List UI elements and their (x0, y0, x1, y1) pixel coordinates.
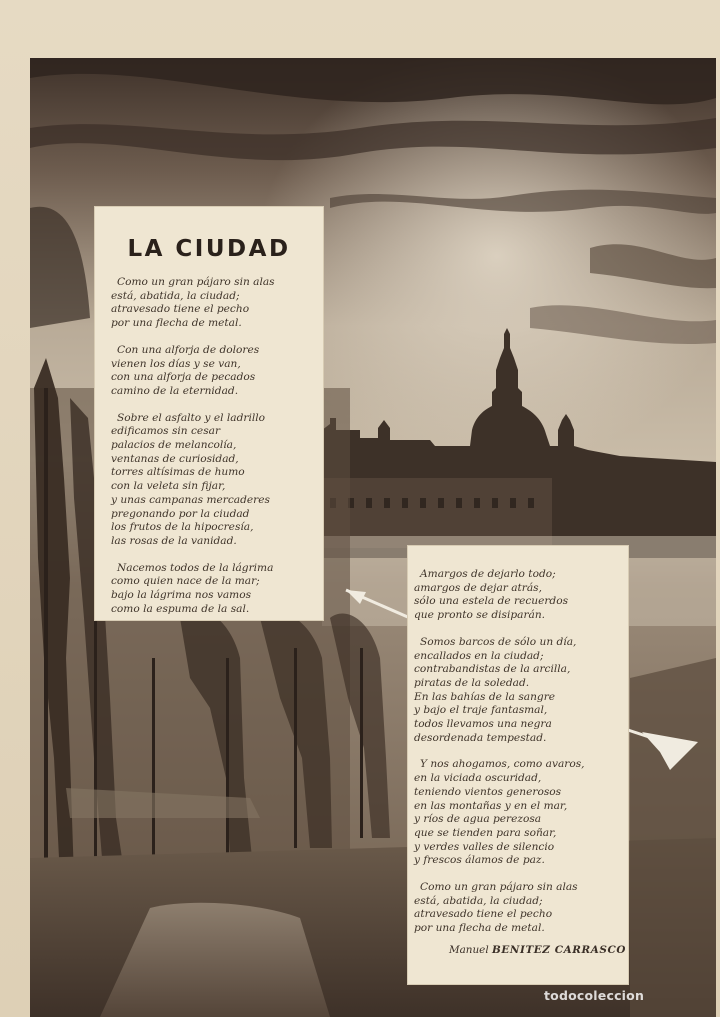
poem-line: en la viciada oscuridad, (414, 772, 542, 785)
poem-line: vienen los días y se van, (111, 357, 241, 370)
poem-line: en las montañas y en el mar, (414, 799, 568, 812)
poem-stanza (414, 636, 585, 746)
poem-stanza (111, 412, 275, 549)
poem-line: Como un gran pájaro sin alas (420, 881, 578, 894)
poem-line: teniendo vientos generosos (414, 785, 562, 798)
watermark-logo: todocoleccion (544, 988, 645, 1003)
poem-line: Y nos ahogamos, como avaros, (420, 758, 585, 771)
poem-stanza (414, 568, 585, 623)
poem-line: y bajo el traje fantasmal, (414, 704, 548, 717)
poem-line: Con una alforja de dolores (117, 343, 260, 356)
poem-line: atravesado tiene el pecho (414, 908, 553, 921)
poem-line: los frutos de la hipocresía, (111, 521, 254, 534)
poem-line: como la espuma de la sal. (111, 602, 250, 615)
poem-line: y unas campanas mercaderes (111, 493, 270, 506)
author-last-name: BENITEZ CARRASCO (491, 944, 626, 956)
poem-line: está, abatida, la ciudad; (414, 894, 543, 907)
poem-stanza (414, 758, 585, 868)
poem-line: edificamos sin cesar (111, 425, 221, 438)
poem-line: Amargos de dejarlo todo; (420, 568, 556, 580)
poem-line: las rosas de la vanidad. (111, 534, 237, 547)
author-first-name: Manuel (448, 944, 489, 956)
poem-line: palacios de melancolía, (111, 439, 237, 452)
poem-line: ventanas de curiosidad, (111, 452, 239, 465)
poem-line: En las bahías de la sangre (414, 690, 556, 703)
poem-line: piratas de la soledad. (414, 676, 530, 689)
poem-stanza (111, 276, 275, 331)
poem-line: Como un gran pájaro sin alas (117, 276, 275, 288)
poem-line: Somos barcos de sólo un día, (420, 635, 577, 648)
poem-line: atravesado tiene el pecho (111, 303, 250, 316)
poem-line: que se tienden para soñar, (414, 826, 557, 839)
title-wrap (95, 236, 323, 262)
poem-line: sólo una estela de recuerdos (414, 595, 569, 608)
poem-line: desordenada tempestad. (414, 731, 547, 744)
poem-line: todos llevamos una negra (414, 718, 552, 731)
author-signature (408, 944, 626, 956)
poem-line: que pronto se disiparán. (414, 609, 546, 622)
poem-line: bajo la lágrima nos vamos (111, 589, 252, 602)
poem-right-column (414, 568, 585, 949)
poem-line: con una alforja de pecados (111, 371, 256, 384)
poem-line: Sobre el asfalto y el ladrillo (117, 411, 265, 424)
poem-line: por una flecha de metal. (111, 317, 242, 330)
poem-line: con la veleta sin fijar, (111, 480, 226, 493)
poem-line: y ríos de agua perezosa (414, 813, 542, 826)
poem-line: como quien nace de la mar; (111, 575, 260, 588)
poem-line: torres altísimas de humo (111, 466, 245, 479)
poem-line: por una flecha de metal. (414, 922, 545, 935)
poem-stanza (111, 562, 275, 617)
poem-line: contrabandistas de la arcilla, (414, 663, 571, 676)
poem-stanza (414, 881, 585, 936)
poem-line: está, abatida, la ciudad; (111, 289, 240, 302)
poem-left-column (111, 276, 275, 629)
poem-line: camino de la eternidad. (111, 384, 239, 397)
poem-line: pregonando por la ciudad (111, 507, 250, 520)
page-title: LA CIUDAD (127, 236, 291, 262)
poem-line: y frescos álamos de paz. (414, 854, 545, 867)
poem-line: Nacemos todos de la lágrima (117, 561, 274, 574)
poem-line: amargos de dejar atrás, (414, 581, 542, 594)
poem-line: y verdes valles de silencio (414, 840, 555, 853)
poem-stanza (111, 344, 275, 399)
poem-line: encallados en la ciudad; (414, 649, 544, 662)
